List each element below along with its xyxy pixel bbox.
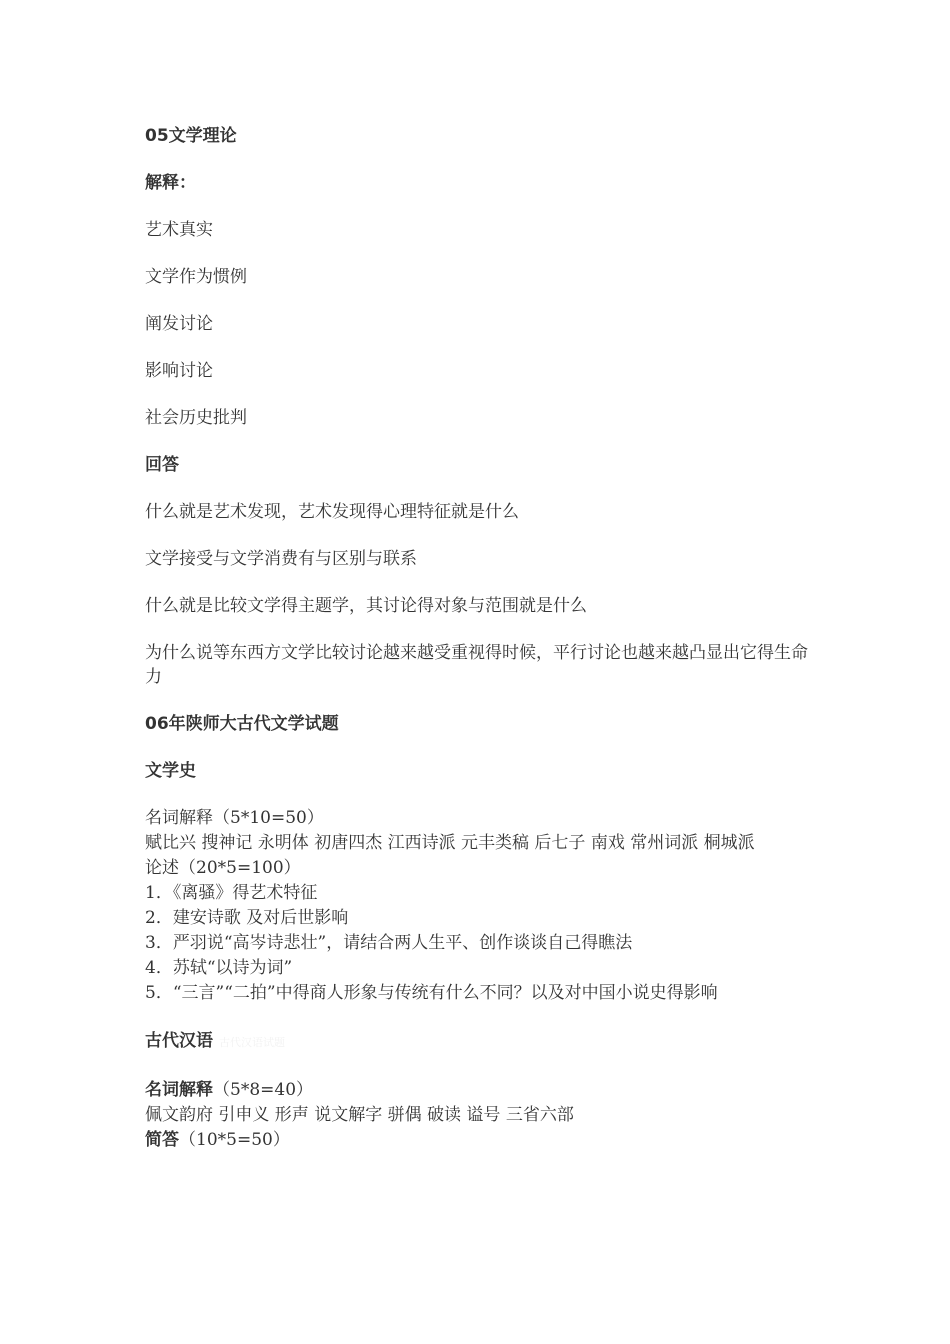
essay-item: 1．《离骚》得艺术特征 — [145, 883, 318, 903]
ac-terms-label: 名词解释 — [145, 1080, 213, 1100]
terms-list: 赋比兴 搜神记 永明体 初唐四杰 江西诗派 元丰类稿 后七子 南戏 常州词派 桐城派 — [145, 833, 755, 853]
ancient-chinese-block — [145, 1078, 810, 1153]
answer-item: 文学接受与文学消费有与区别与联系 — [145, 549, 417, 569]
essay-item: 3．严羽说“高岑诗悲壮”，请结合两人生平、创作谈谈自己得瞧法 — [145, 933, 633, 953]
literature-history-block — [145, 806, 810, 1006]
essay-line: 论述（20*5=100） — [145, 858, 301, 878]
essay-item: 2．建安诗歌 及对后世影响 — [145, 908, 349, 928]
explain-item: 影响讨论 — [145, 361, 213, 381]
ac-short-line — [145, 1128, 810, 1153]
explain-heading: 解释： — [145, 173, 196, 193]
ancient-chinese-title: 古代汉语 — [145, 1031, 213, 1051]
answer-item: 什么就是比较文学得主题学，其讨论得对象与范围就是什么 — [145, 596, 587, 616]
ac-terms-score: （5*8=40） — [213, 1080, 314, 1100]
explain-item: 艺术真实 — [145, 220, 213, 240]
section-06-title: 06年陕师大古代文学试题 — [145, 714, 339, 734]
essay-item: 5．“三言”“二拍”中得商人形象与传统有什么不同？以及对中国小说史得影响 — [145, 983, 718, 1003]
ac-terms-list: 佩文韵府 引申义 形声 说文解字 骈偶 破读 谥号 三省六部 — [145, 1105, 574, 1125]
answer-heading: 回答 — [145, 455, 179, 475]
answer-item: 什么就是艺术发现，艺术发现得心理特征就是什么 — [145, 502, 519, 522]
ancient-chinese-heading — [145, 1029, 810, 1055]
explain-item: 社会历史批判 — [145, 408, 247, 428]
explain-item: 阐发讨论 — [145, 314, 213, 334]
essay-item: 4．苏轼“以诗为词” — [145, 958, 293, 978]
explain-item: 文学作为惯例 — [145, 267, 247, 287]
faint-watermark-text: 古代汉语试题 — [219, 1036, 285, 1049]
terms-line: 名词解释（5*10=50） — [145, 808, 324, 828]
ac-terms-line — [145, 1078, 810, 1103]
section-05-title: 05文学理论 — [145, 126, 237, 146]
literature-history-heading: 文学史 — [145, 761, 196, 781]
answer-item: 为什么说等东西方文学比较讨论越来越受重视得时候，平行讨论也越来越凸显出它得生命力 — [145, 643, 808, 687]
ac-short-label: 简答 — [145, 1130, 179, 1150]
ac-short-score: （10*5=50） — [179, 1130, 290, 1150]
document-page — [145, 124, 810, 1176]
